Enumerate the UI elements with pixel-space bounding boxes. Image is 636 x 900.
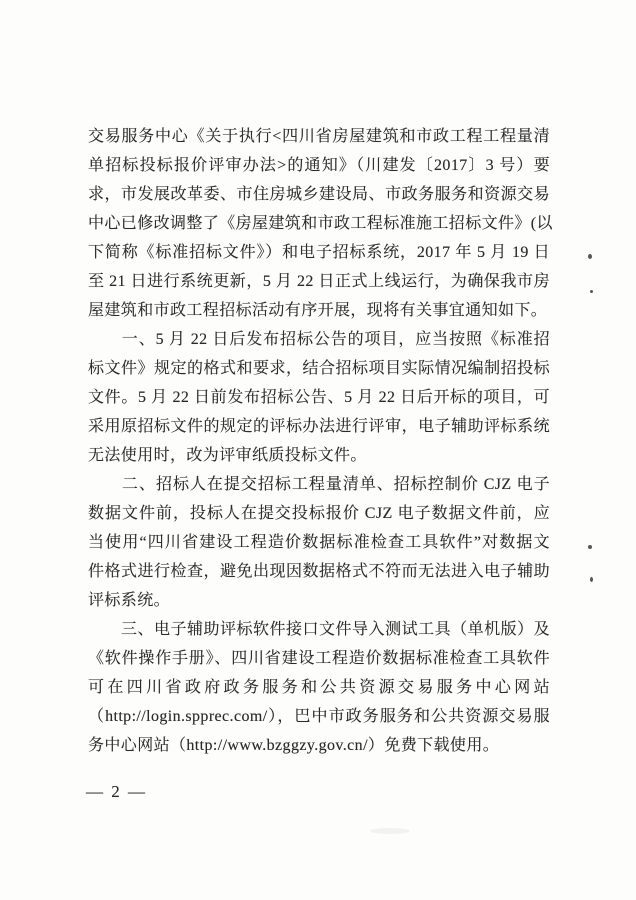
text-line: 当使用“四川省建设工程造价数据标准检查工具软件”对数据文 bbox=[88, 534, 550, 551]
text-line: 评标系统。 bbox=[88, 592, 171, 609]
scan-speck bbox=[590, 290, 593, 293]
text-line: 一、5 月 22 日后发布招标公告的项目，应当按照《标准招 bbox=[88, 331, 550, 348]
text-line: 可在四川省政府政务服务和公共资源交易服务中心网站 bbox=[88, 679, 550, 696]
document-body bbox=[88, 122, 553, 760]
text-line: 文件。5 月 22 日前发布招标公告、5 月 22 日后开标的项目，可 bbox=[88, 389, 550, 406]
text-line: 《软件操作手册》、四川省建设工程造价数据标准检查工具软件 bbox=[88, 650, 550, 667]
text-line: 至 21 日进行系统更新，5 月 22 日正式上线运行，为确保我市房 bbox=[88, 273, 550, 290]
text-line: 采用原招标文件的规定的评标办法进行评审，电子辅助评标系统 bbox=[88, 418, 550, 435]
text-line: 务中心网站（http://www.bzggzy.gov.cn/）免费下载使用。 bbox=[88, 737, 500, 754]
text-line: 标文件》规定的格式和要求，结合招标项目实际情况编制招投标 bbox=[88, 360, 550, 377]
para-item-2 bbox=[88, 470, 550, 615]
text-line: 下简称《标准招标文件》）和电子招标系统，2017 年 5 月 19 日 bbox=[88, 244, 550, 261]
text-line: 二、招标人在提交招标工程量清单、招标控制价 CJZ 电子 bbox=[88, 476, 550, 493]
text-line: 中心已修改调整了《房屋建筑和市政工程标准施工招标文件》(以 bbox=[88, 215, 553, 232]
scan-speck bbox=[588, 254, 592, 259]
text-line: 屋建筑和市政工程招标活动有序开展，现将有关事宜通知如下。 bbox=[88, 302, 548, 319]
text-line: 交易服务中心《关于执行<四川省房屋建筑和市政工程工程量清 bbox=[88, 128, 550, 145]
scan-smudge bbox=[370, 828, 410, 834]
para-intro bbox=[88, 122, 553, 325]
text-line: 数据文件前，投标人在提交投标报价 CJZ 电子数据文件前，应 bbox=[88, 505, 550, 522]
text-line: 单招标投标报价评审办法>的通知》（川建发〔2017〕3 号）要 bbox=[88, 157, 550, 174]
text-line: 三、电子辅助评标软件接口文件导入测试工具（单机版）及 bbox=[88, 621, 550, 638]
page-number: — 2 — bbox=[86, 782, 147, 801]
para-item-1 bbox=[88, 325, 550, 470]
scan-speck bbox=[588, 545, 592, 549]
text-line: （http://login.spprec.com/），巴中市政务服务和公共资源交易服 bbox=[88, 708, 550, 725]
para-item-3 bbox=[88, 615, 550, 760]
text-line: 件格式进行检查，避免出现因数据格式不符而无法进入电子辅助 bbox=[88, 563, 550, 580]
text-line: 求，市发展改革委、市住房城乡建设局、市政务服务和资源交易 bbox=[88, 186, 550, 203]
scan-speck bbox=[590, 577, 593, 582]
text-line: 无法使用时，改为评审纸质投标文件。 bbox=[88, 447, 367, 464]
